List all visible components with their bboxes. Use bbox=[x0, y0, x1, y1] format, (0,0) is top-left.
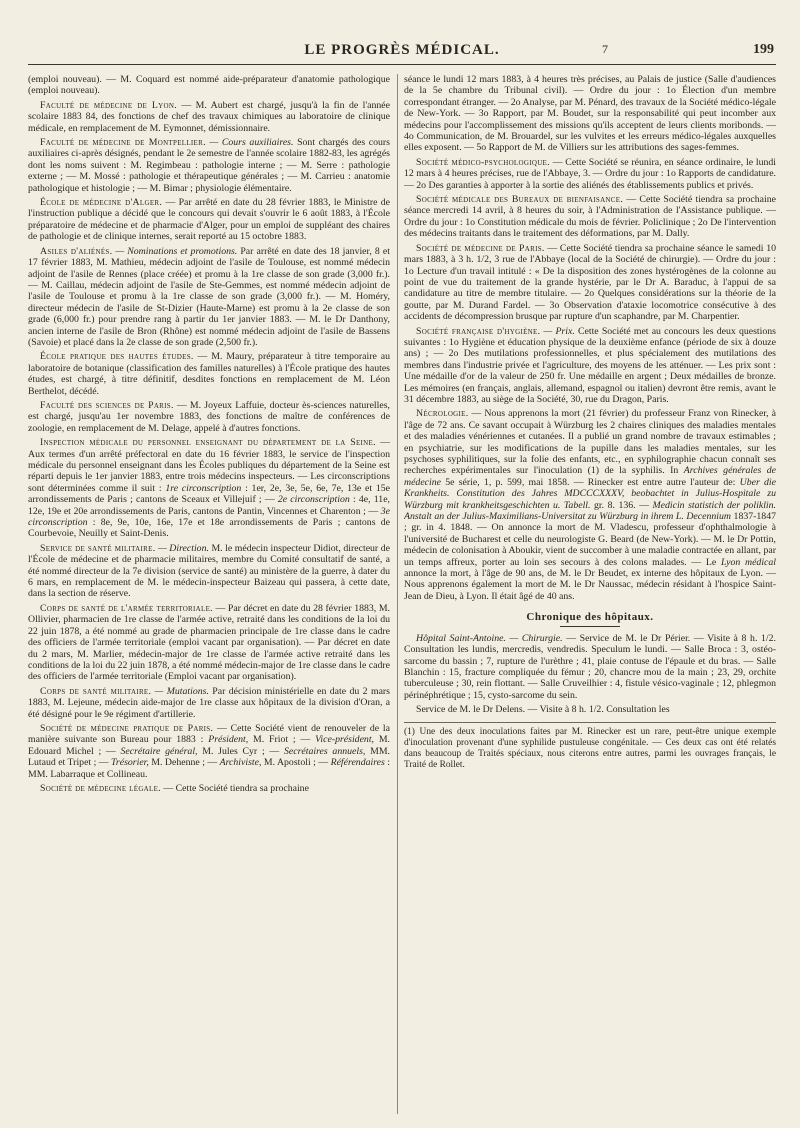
paragraph: Faculté de médecine de Lyon. — M. Aubert est chargé, jusqu'à la fin de l'année scolaire 1883 84, des fonctions de chef des travaux chimiques au laboratoire de clinique médicale, en remplacement de M. Eymonnet, démissionnaire. bbox=[28, 99, 390, 134]
footnote: (1) Une des deux inoculations faites par M. Rinecker est un rare, peut-être unique exemple d'inoculation provenant d'une syphilide pustuleuse congénitale. — Ces deux cas ont été relatés dans beaucoup de Traités spéciaux, nous citerons entre autres, parmi les ouvrages français, le Traité de Rollet. bbox=[404, 726, 776, 770]
paragraph: Inspection médicale du personnel enseignant du département de la Seine. — Aux termes d'un arrêté préfectoral en date du 16 février 1883, le service de l'inspection médicale du personnel enseignant dans les Écoles publiques du département de la Seine est réparti depuis le 1er janvier 1883, entre trois médecins inspecteurs. — Les circonscriptions sont déterminées comme il suit : 1re circonscription : 1er, 2e, 3e, 5e, 6e, 7e, 13e et 15e arrondissements de Paris ; cantons de Sceaux et Villejuif ; — 2e circonscription : 4e, 11e, 12e, 19e et 20e arrondissements de Paris, cantons de Pantin, Vincennes et Charenton ; — 3e circonscription : 8e, 9e, 10e, 16e, 17e et 18e arrondissements de Paris ; cantons de Courbevoie, Neuilly et Saint-Denis. bbox=[28, 437, 390, 540]
journal-title: LE PROGRÈS MÉDICAL. bbox=[304, 42, 500, 58]
paragraph: Nécrologie. — Nous apprenons la mort (21 février) du professeur Franz von Rinecker, à l'âge de 72 ans. Ce savant occupait à Würzburg les 2 chaires cliniques des maladies mentales et des maladies vénériennes et cutanées. Il a publié un grand nombre de travaux estimables ; en psychiatrie, sur les modifications de la pupille dans les maladies mentales, sur les psychoses syphilitiques, sur la folie des enfants, etc., en syphilographie chacun connaît ses recherches expérimentales sur l'inoculation (1) de la syphilis. In Archives générales de médecine 5e série, 1, p. 599, mai 1858. — Rinecker est entre autre l'auteur de: Uber die Krankheits. Constitution des Jahres MDCCCXXXV, beobachtet in Julius-Hospitale zu Würzburg mit krankheitsgeschichten u. Tabell. gr. 8. 136. — Medicin statistich der poliklin. Anstalt an der Julius-Maximilians-Universitat zu Würzburg in ihrem L. Decennium 1837-1847 ; gr. in 4. 1848. — On annonce la mort de M. Vladescu, professeur d'ophthalmologie à l'université de Bucharest et celle du neurologiste G. Beard (de New-York). — M. le Dr Pottin, médecin de colonisation à Aboukir, vient de succomber à une maladie contractée en allant, par un temps affreux, porter au loin ses secours à des colons malades. — Le Lyon médical annonce la mort, à l'âge de 90 ans, de M. le Dr Beudet, ex interne des hôpitaux de Lyon. — Nous apprenons également la mort de M. le Dr Naussac, médecin résidant à l'hospice Saint-Jean de Dieu, à Lyon. Il était âgé de 40 ans. bbox=[404, 408, 776, 602]
paragraph: Faculté de médecine de Montpellier. — Cours auxiliaires. Sont chargés des cours auxiliaires ci-après désignés, pendant le 2e semestre de l'année scolaire 1882-83, les agrégés dont les noms suivent : M. Regimbeau : pathologie interne ; — M. Serre : pathologie externe ; — M. Mossé : pathologie et thérapeutique générales ; — M. Carrieu : anatomie pathologique et histologie ; — M. Bimar ; physiologie élémentaire. bbox=[28, 137, 390, 194]
left-column bbox=[28, 74, 390, 1116]
paragraph: Corps de santé militaire. — Mutations. Par décision ministérielle en date du 2 mars 1883, M. Lejeune, médecin aide-major de 1re classe aux hôpitaux de la division d'Oran, a été désigné pour le 9e régiment d'artillerie. bbox=[28, 685, 390, 720]
paragraph: Hôpital Saint-Antoine. — Chirurgie. — Service de M. le Dr Périer. — Visite à 8 h. 1/2. Consultation les lundis, mercredis, vendredis. Speculum le lundi. — Salle Broca : 3, ostéo-sarcome du bassin ; 7, rupture de l'urèthre ; 41, plaie contuse de l'épaule et du bras. — Salle Blanchin : 15, fracture compliquée du fémur ; 20, chancre mou de la main ; 23, 29, orchite tuberculeuse ; 30, rein flottant. — Salle Cruveilhier : 4, fistule vésico-vaginale ; 12, phlegmon périnéphrétique ; 15, cysto-sarcome du sein. bbox=[404, 632, 776, 701]
footnote-divider bbox=[404, 722, 776, 723]
paragraph: Société de médecine de Paris. — Cette Société tiendra sa prochaine séance le samedi 10 mars 1883, à 3 h. 1/2, 3 rue de l'Abbaye (local de la Société de chirurgie). — Ordre du jour : 1o Lecture d'un travail intitulé : « De la disposition des zones hystérogènes de la colonne au point de vue du traitement de la grande hystérie, par le Dr A. Baraduc, à l'appui de sa candidature au titre de membre titulaire. — 2o Quelques considérations sur la théorie de la goutte, par M. Durand Fardel. — 3o Observation d'ataxie locomotrice consécutive à des accidents de décompression brusque par rupture d'un scaphandre, par M. Charpentier. bbox=[404, 242, 776, 323]
paragraph: Société française d'hygiène. — Prix. Cette Société met au concours les deux questions suivantes : 1o Hygiène et éducation physique de la deuxième enfance (période de six à douze ans) ; — 2o Des mutilations professionnelles, et plus spécialement des mutilations des membres dans l'industrie privée et l'agriculture, des moyens de les atténuer. — Les prix sont : Une médaille d'or de la valeur de 250 fr. Une médaille en argent ; Deux médailles de bronze. Les mémoires (en français, anglais, allemand, espagnol ou italien) devront être remis, avant le 31 décembre 1883, au siège de la Société, 30, rue du Dragon, Paris. bbox=[404, 325, 776, 405]
page-header bbox=[28, 38, 776, 65]
header-mark: 7 bbox=[602, 42, 608, 56]
paragraph: Service de M. le Dr Delens. — Visite à 8 h. 1/2. Consultation les bbox=[416, 704, 670, 716]
paragraph: École pratique des hautes études. — M. Maury, préparateur à titre temporaire au laboratoire de botanique (classification des familles naturelles) à l'École pratique des hautes études, est chargé, à titre définitif, desdites fonctions en remplacement de M. Léon Berthelot, décédé. bbox=[28, 351, 390, 397]
section-rule bbox=[560, 626, 620, 627]
paragraph: Société médicale des Bureaux de bienfaisance. — Cette Société tiendra sa prochaine séance mercredi 14 avril, à 8 heures du soir, à l'Administration de l'Assistance publique. — Ordre du jour : 1o Constitution médicale du mois de février. Policlinique ; 2o De l'intervention des médecins traitants dans le traitement des déformations, par M. Dally. bbox=[404, 194, 776, 240]
paragraph: Corps de santé de l'armée territoriale. — Par décret en date du 28 février 1883, M. Ollivier, pharmacien de 1re classe de l'armée active, retraité dans les conditions de la loi du 22 juin 1878, a été nommé au grade de pharmacien principale de 1re classe dans le cadre des officiers de l'armée territoriale (emploi vacant par organisation). — Par décret en date du 2 mars, M. Marlier, médecin-major de 1re classe de l'armée active retraité dans les conditions de la loi du 22 juin 1878, a été nommé médecin-major de 1re classe dans le cadre des officiers de l'armée territoriale (Emploi vacant par organisation). bbox=[28, 602, 390, 683]
paragraph: École de médecine d'Alger. — Par arrêté en date du 28 février 1883, le Ministre de l'instruction publique a décidé que le concours qui devait s'ouvrir le 6 août 1883, à l'École préparatoire de médecine et de pharmacie d'Alger, pour un emploi de suppléant des chaires de pathologie et de clinique internes, serait reporté au 15 octobre 1883. bbox=[28, 197, 390, 243]
paragraph: Société de médecine pratique de Paris. — Cette Société vient de renouveler de la manière suivante son Bureau pour 1883 : Président, M. Friot ; — Vice-président, M. Edouard Michel ; — Secrétaire général, M. Jules Cyr ; — Secrétaires annuels, MM. Lutaud et Tripet ; — Trésorier, M. Dehenne ; — Archiviste, M. Apostoli ; — Référendaires : MM. Labarraque et Collineau. bbox=[28, 722, 390, 780]
paragraph: (emploi nouveau). — M. Coquard est nommé aide-préparateur d'anatomie pathologique (emploi nouveau). bbox=[28, 74, 390, 97]
paragraph: Société de médecine légale. — Cette Société tiendra sa prochaine bbox=[40, 782, 309, 794]
paragraph: Service de santé militaire. — Direction. M. le médecin inspecteur Didiot, directeur de l'École de médecine et de pharmacie militaires, membre du Comité consultatif de santé, a été nommé directeur de la 7e division (service de santé) au ministère de la guerre, à dater du 6 mars, en remplacement de M. le médecin-inspecteur Baizeau qui passera, à cette date, dans la section de réserve. bbox=[28, 542, 390, 600]
paragraph: Société médico-psychologique. — Cette Société se réunira, en séance ordinaire, le lundi 12 mars à 4 heures précises, rue de l'Abbaye, 3. — Ordre du jour : 1o Rapports de candidature. — 2o Des garanties à apporter à la sortie des aliénés des établissements publics et privés. bbox=[404, 156, 776, 191]
paragraph: séance le lundi 12 mars 1883, à 4 heures très précises, au Palais de justice (Salle d'audiences de la 5e chambre du Tribunal civil). — Ordre du jour : 1o Élection d'un membre correspondant étranger. — 2o Analyse, par M. Pénard, des travaux de la Société médico-légale de New-York. — 3o Rapport, par M. Boudet, sur la responsabilité qui peut incomber aux médecins pour l'accomplissement des missions qu'ils acceptent de leurs clients moribonds. — 4o Communication, de M. Brouardel, sur les vulvites et les erreurs médico-légales auxquelles elles exposent. — 5o Rapport de M. de Villiers sur les attributions des sages-femmes. bbox=[404, 74, 776, 154]
paragraph: Asiles d'aliénés. — Nominations et promotions. Par arrêté en date des 18 janvier, 8 et 17 février 1883, M. Mathieu, médecin adjoint de l'asile de Toulouse, est nommé médecin adjoint de l'asile de Rennes (place créée) et promu à la 1re classe de son grade (3,000 fr.). — M. Caillau, médecin adjoint de l'asile de Ste-Gemmes, est nommé médecin adjoint de l'asile de Toulouse et promu à la 1re classe de son grade (3,000 fr.). — M. Homéry, directeur médecin de l'asile de St-Dizier (Haute-Marne) est promu à la 2e classe de son grade (6,000 fr.) pour prendre rang à partir du 1er janvier 1883. — M. le Dr Danthony, ancien interne de l'asile de Bron (Rhône) est nommé médecin adjoint de l'asile de Bassens (Savoie) et placé dans la 2e classe de son grade (2,500 fr.). bbox=[28, 245, 390, 348]
page-number: 199 bbox=[753, 42, 774, 57]
right-column bbox=[404, 74, 776, 1116]
section-title: Chronique des hôpitaux. bbox=[526, 611, 654, 624]
column-divider bbox=[397, 74, 398, 1114]
paragraph: Faculté des sciences de Paris. — M. Joyeux Laffuie, docteur ès-sciences naturelles, est chargé, jusqu'au 1er novembre 1883, des fonctions de maître de conférences de zoologie, en remplacement de M. Delage, appelé à d'autres fonctions. bbox=[28, 399, 390, 434]
